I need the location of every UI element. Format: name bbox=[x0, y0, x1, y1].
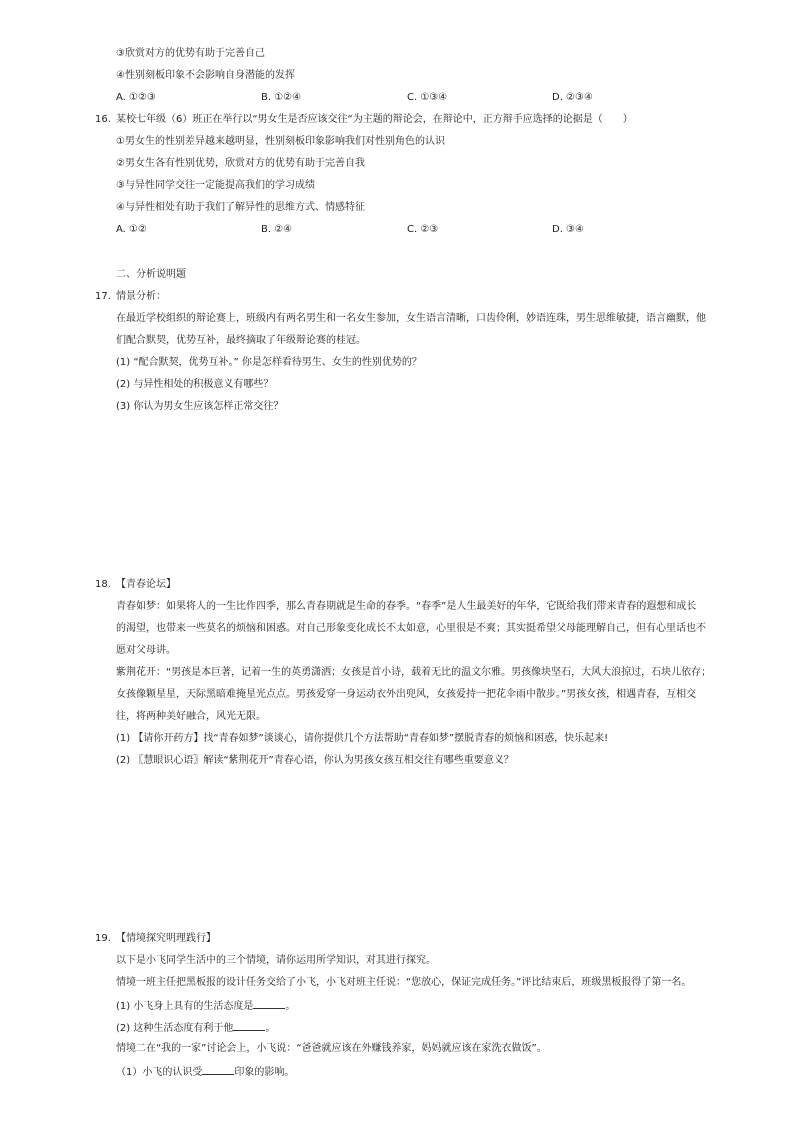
q18-question-2: (2) 〖慧眼识心语〗解读“紫荆花开”青春心语，你认为男孩女孩互相交往有哪些重要意义？ bbox=[116, 755, 514, 766]
q15-option-d: D. ②③④ bbox=[552, 92, 593, 103]
q19-scene-1: 情境一班主任把黑板报的设计任务交给了小飞，小飞对班主任说：“您放心，保证完成任务。”评比结束后，班级黑板报得了第一名。 bbox=[116, 977, 692, 988]
q16-statement-4: ④与异性相处有助于我们了解异性的思维方式、情感特征 bbox=[116, 202, 365, 213]
q15-option-a: A. ①②③ bbox=[116, 92, 156, 103]
q19-question-3-text: （1）小飞的认识受 bbox=[116, 1067, 203, 1078]
q16-option-b: B. ②④ bbox=[261, 224, 293, 235]
q17-question-3: (3) 你认为男女生应该怎样正常交往？ bbox=[116, 401, 284, 412]
q15-option-b: B. ①②④ bbox=[261, 92, 302, 103]
q16-option-a: A. ①② bbox=[116, 224, 147, 235]
answer-blank[interactable] bbox=[202, 1064, 234, 1075]
q19-question-3-end: 印象的影响。 bbox=[234, 1067, 295, 1078]
q18-paragraph2-line: 往，将两种美好融合，风光无限。 bbox=[116, 711, 266, 722]
q19-question-1 bbox=[116, 998, 295, 1014]
q19-question-1-text: (1) 小飞身上具有的生活态度是 bbox=[116, 1001, 254, 1012]
q17-question-2: (2) 与异性相处的积极意义有哪些？ bbox=[116, 379, 274, 390]
q16-statement-3: ③与异性同学交往一定能提高我们的学习成绩 bbox=[116, 180, 315, 191]
q16-statement-1: ①男女生的性别差异越来越明显，性别刻板印象影响我们对性别角色的认识 bbox=[116, 136, 445, 147]
q17-paragraph-line: 在最近学校组织的辩论赛上，班级内有两名男生和一名女生参加，女生语言清晰，口齿伶俐，妙语连珠，男生思维敏捷，语言幽默，他 bbox=[116, 313, 706, 324]
q17-paragraph-line: 们配合默契，优势互补，最终摘取了年级辩论赛的桂冠。 bbox=[116, 335, 366, 346]
q15-statement-3: ③欣赏对方的优势有助于完善自己 bbox=[116, 48, 265, 59]
section-title: 二、分析说明题 bbox=[116, 269, 186, 280]
q16-statement-2: ②男女生各有性别优势，欣赏对方的优势有助于完善自我 bbox=[116, 158, 365, 169]
q19-question-2-end: 。 bbox=[265, 1023, 276, 1034]
q15-option-c: C. ①③④ bbox=[407, 92, 448, 103]
q18-paragraph2-line: 紫荆花开：“男孩是本巨著，记着一生的英勇潇洒；女孩是首小诗，载着无比的温文尔雅。男孩像块坚石，大风大浪掠过，石块儿依存； bbox=[116, 667, 712, 678]
q16-stem: 某校七年级（6）班正在举行以“男女生是否应该交往“为主题的辩论会，在辩论中，正方辩手应选择的论据是（ ） bbox=[116, 114, 633, 125]
q18-title: 【青春论坛】 bbox=[116, 579, 176, 590]
answer-blank[interactable] bbox=[253, 998, 285, 1009]
q19-question-2 bbox=[116, 1020, 275, 1036]
q19-title: 【情境探究明理践行】 bbox=[116, 933, 216, 944]
q16-option-c: C. ②③ bbox=[407, 224, 439, 235]
q19-number: 19. bbox=[95, 933, 111, 944]
q15-statement-4: ④性别刻板印象不会影响自身潜能的发挥 bbox=[116, 70, 295, 81]
q16-number: 16. bbox=[95, 114, 111, 125]
q17-question-1: (1) “配合默契，优势互补。” 你是怎样看待男生、女生的性别优势的？ bbox=[116, 357, 422, 368]
q19-question-2-text: (2) 这种生活态度有利于他 bbox=[116, 1023, 234, 1034]
q18-paragraph2-line: 女孩像颗星星，天际黑暗难掩星光点点。男孩爱穿一身运动衣外出兜风，女孩爱持一把花伞雨中散步。”男孩女孩，相遇青春，互相交 bbox=[116, 689, 697, 700]
q17-number: 17. bbox=[95, 291, 111, 302]
q16-option-d: D. ③④ bbox=[552, 224, 584, 235]
q18-paragraph1-line: 青春如梦：如果将人的一生比作四季，那么青春期就是生命的春季。“春季”是人生最美好的年华，它既给我们带来青春的遐想和成长 bbox=[116, 601, 697, 612]
q19-scene-2: 情境二在“我的一家”讨论会上，小飞说：“爸爸就应该在外赚钱养家，妈妈就应该在家洗衣做饭”。 bbox=[116, 1043, 547, 1054]
q19-intro: 以下是小飞同学生活中的三个情境，请你运用所学知识，对其进行探究。 bbox=[116, 955, 436, 966]
q17-title: 情景分析： bbox=[116, 291, 166, 302]
q19-question-1-end: 。 bbox=[285, 1001, 296, 1012]
q18-question-1: (1) 【请你开药方】找“青春如梦”谈谈心，请你提供几个方法帮助“青春如梦”摆脱青春的烦恼和困惑，快乐起来! bbox=[116, 733, 609, 744]
q19-question-3 bbox=[116, 1064, 294, 1080]
answer-blank[interactable] bbox=[233, 1020, 265, 1031]
q18-paragraph1-line: 的渴望，也带来一些莫名的烦恼和困惑。对自己形象变化成长不太如意，心里很是不爽；其实挺希望父母能理解自己，但有心里话也不 bbox=[116, 623, 706, 634]
q18-paragraph1-line: 愿对父母讲。 bbox=[116, 645, 176, 656]
q18-number: 18. bbox=[95, 579, 111, 590]
